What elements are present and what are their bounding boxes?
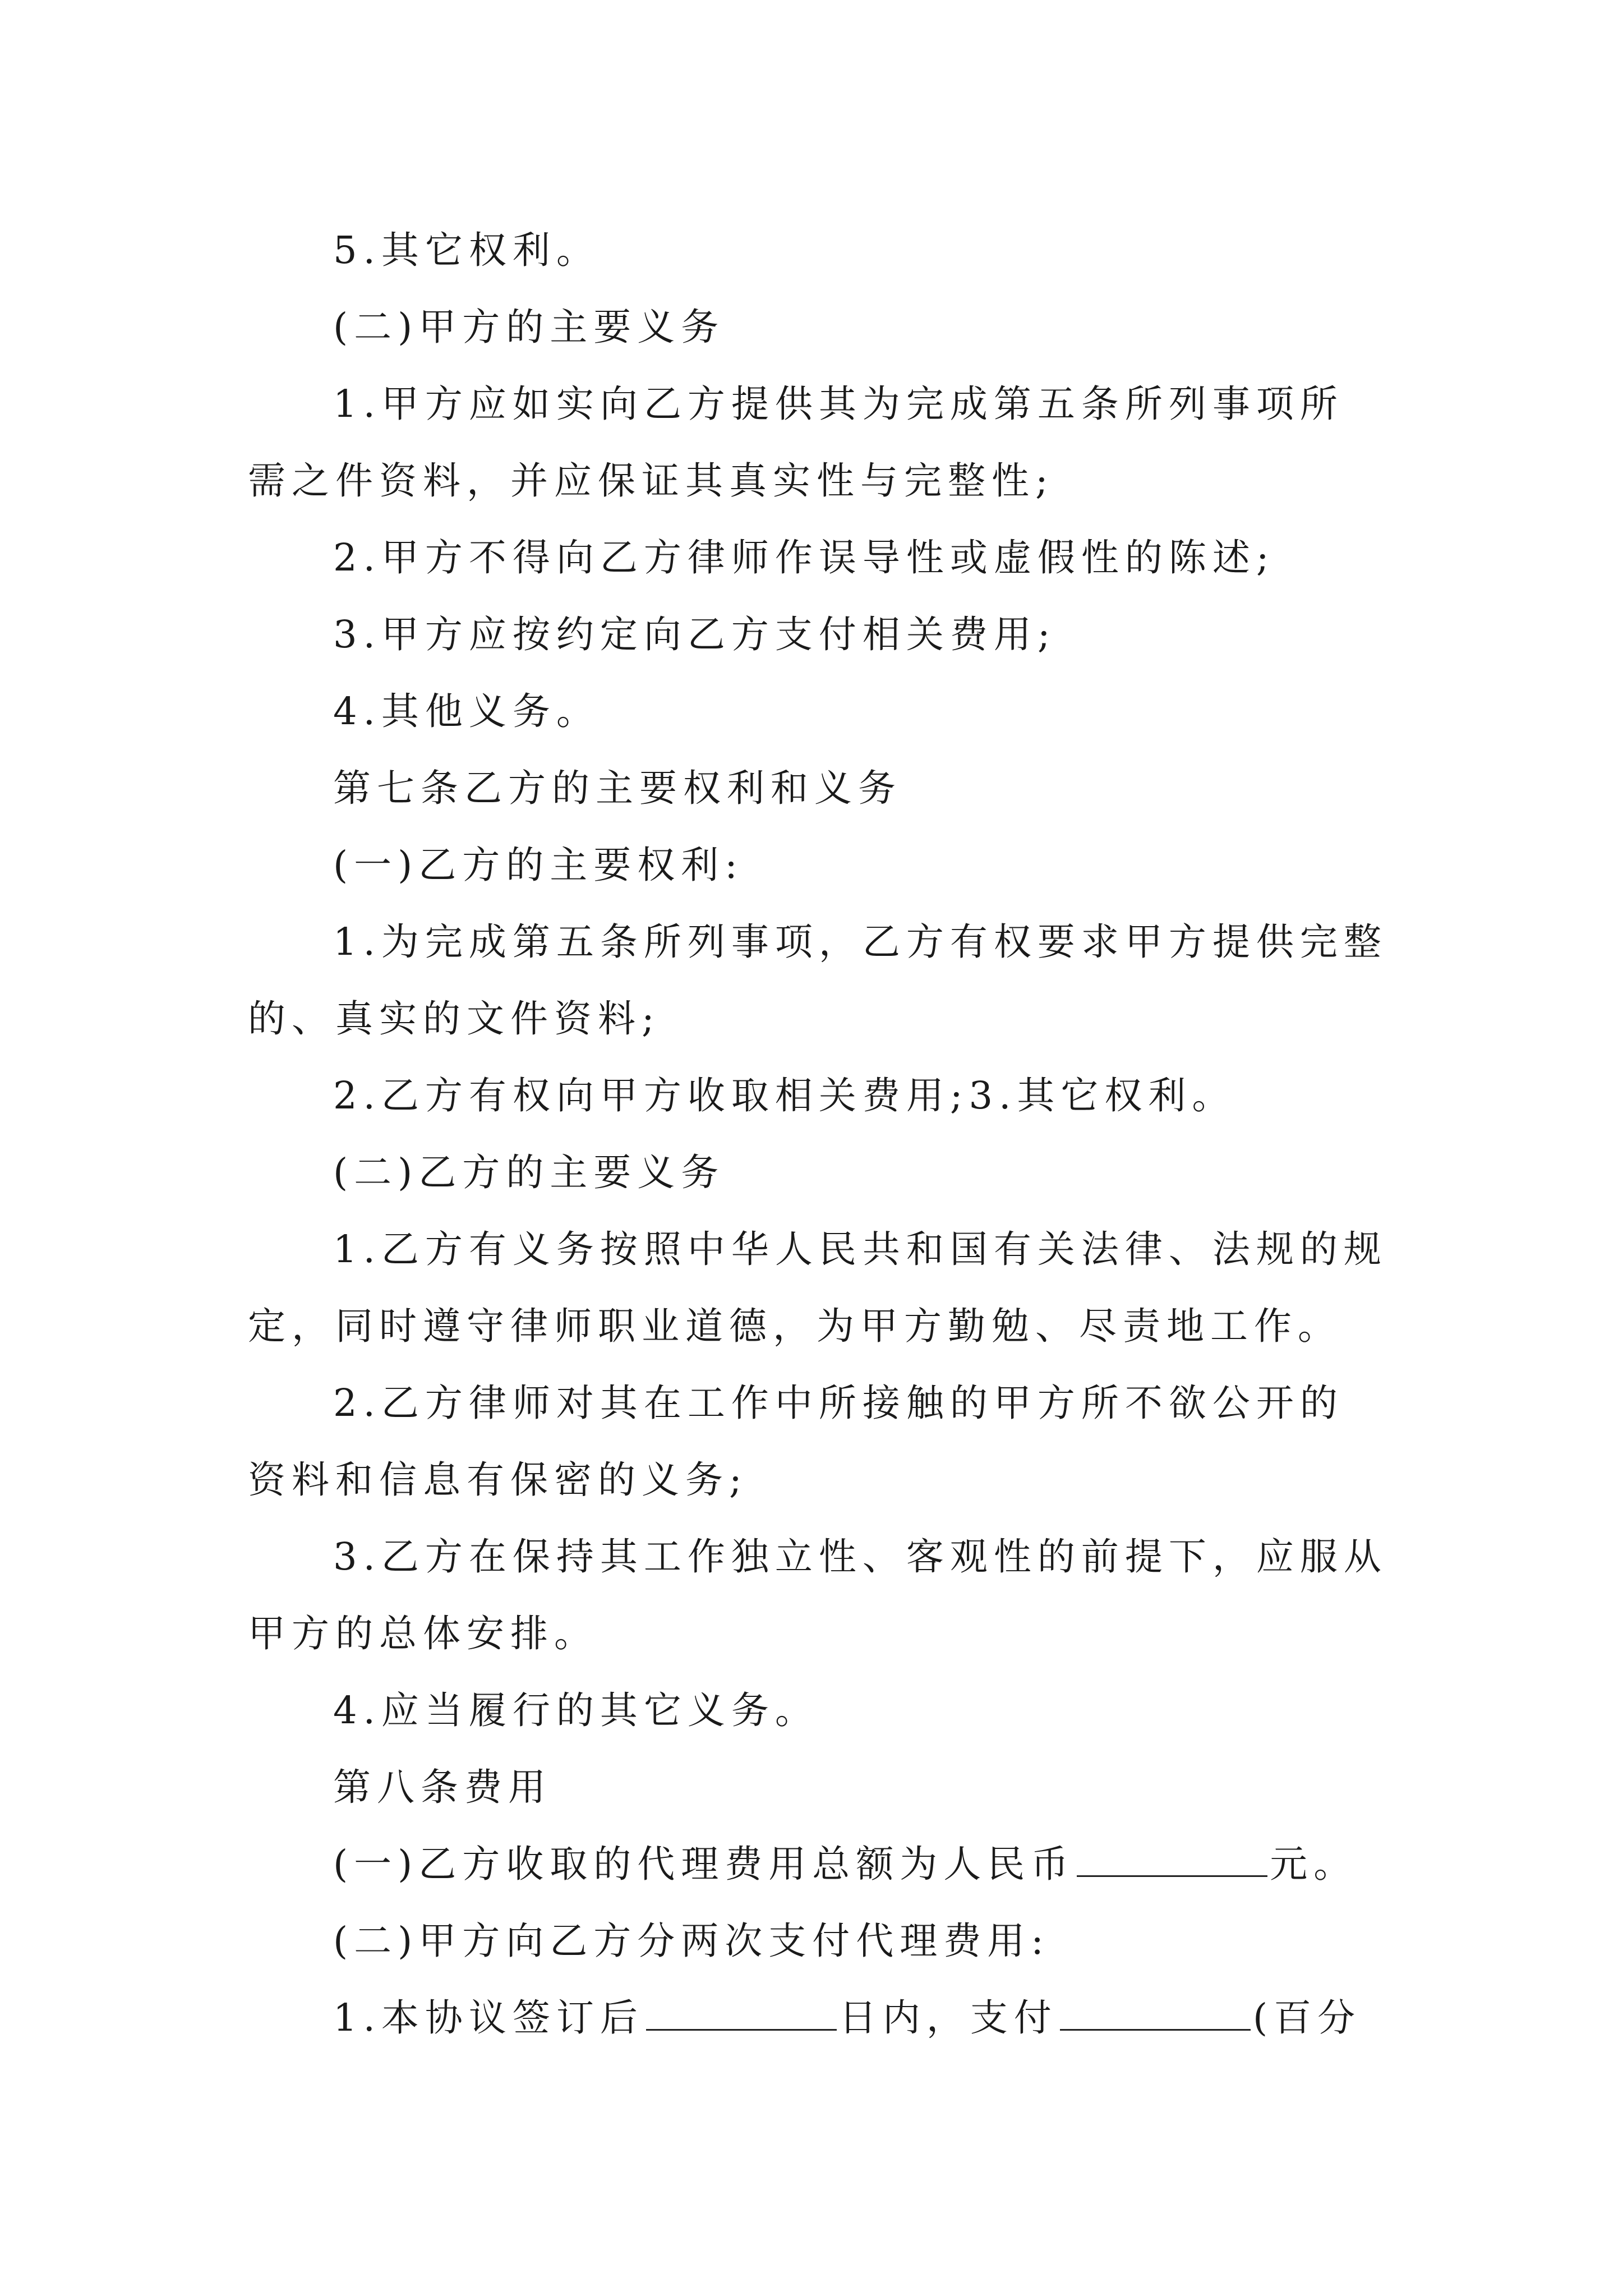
amount-blank [1060,1995,1251,2031]
paragraph-line: 2.乙方有权向甲方收取相关费用;3.其它权利。 [333,1074,1236,1117]
fee-text-before: (一)乙方收取的代理费用总额为人民币 [333,1842,1075,1886]
paragraph-line: 4.应当履行的其它义务。 [333,1688,819,1732]
paragraph-line: 资料和信息有保密的义务; [248,1458,748,1502]
paragraph-line: 1.乙方有义务按照中华人民共和国有关法律、法规的规 [333,1227,1387,1271]
paragraph-line: 1.为完成第五条所列事项，乙方有权要求甲方提供完整 [333,920,1387,964]
section-heading: (二)甲方向乙方分两次支付代理费用: [333,1919,1050,1963]
days-blank [646,1995,837,2031]
paragraph-line: 5.其它权利。 [333,228,600,272]
fee-amount-blank [1077,1842,1267,1877]
paragraph-line: 2.甲方不得向乙方律师作误导性或虚假性的陈述; [333,536,1275,579]
article-heading: 第八条费用 [333,1765,552,1809]
paragraph-line: 3.甲方应按约定向乙方支付相关费用; [333,613,1057,656]
section-heading: (一)乙方的主要权利: [333,843,744,887]
paragraph-line: 的、真实的文件资料; [248,997,661,1041]
payment-text-1: 1.本协议签订后 [333,1996,644,2040]
payment-text-3: (百分 [1252,1996,1362,2040]
payment-text-2: 日内，支付 [838,1996,1058,2040]
paragraph-line: 需之件资料，并应保证其真实性与完整性; [248,459,1054,503]
fee-text-after: 元。 [1270,1842,1358,1886]
paragraph-line: 4.其他义务。 [333,689,600,733]
section-heading: (二)甲方的主要义务 [333,305,725,349]
paragraph-line: 3.乙方在保持其工作独立性、客观性的前提下，应服从 [333,1535,1387,1579]
article-heading: 第七条乙方的主要权利和义务 [333,766,902,810]
document-body [248,212,1386,2056]
paragraph-line: 1.甲方应如实向乙方提供其为完成第五条所列事项所 [333,382,1344,426]
payment-line [248,1980,1386,2056]
paragraph-line: 2.乙方律师对其在工作中所接触的甲方所不欲公开的 [333,1381,1344,1425]
fee-line [248,1826,1386,1903]
section-heading: (二)乙方的主要义务 [333,1151,725,1194]
paragraph-line: 甲方的总体安排。 [248,1612,598,1655]
paragraph-line: 定，同时遵守律师职业道德，为甲方勤勉、尽责地工作。 [248,1304,1341,1348]
